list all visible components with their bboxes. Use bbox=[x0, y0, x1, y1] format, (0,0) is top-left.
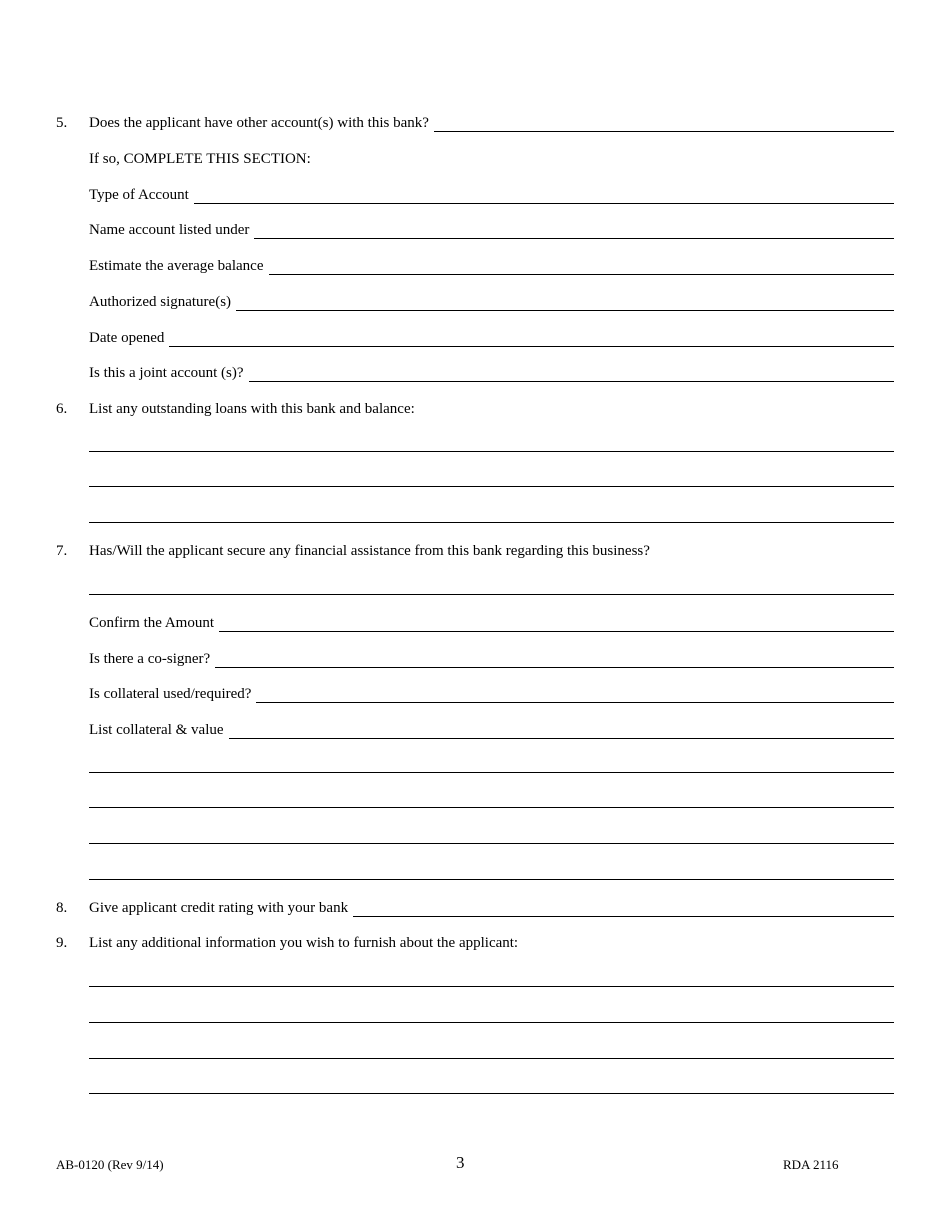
collateral-answer-line-3[interactable] bbox=[89, 843, 894, 844]
collateral-value-field bbox=[89, 720, 894, 740]
confirm-amount-label: Confirm the Amount bbox=[89, 615, 214, 631]
q5-question-field bbox=[89, 113, 894, 133]
date-opened-row bbox=[0, 328, 950, 348]
q8-row bbox=[0, 898, 950, 918]
collateral-answer-line-4[interactable] bbox=[89, 879, 894, 880]
page-number: 3 bbox=[456, 1153, 465, 1172]
type-of-account-line[interactable] bbox=[194, 189, 894, 204]
authorized-signatures-row bbox=[0, 292, 950, 312]
collateral-answer-line-1[interactable] bbox=[89, 772, 894, 773]
q7-row bbox=[0, 541, 950, 561]
q6-answer-line-3[interactable] bbox=[89, 522, 894, 523]
q6-row bbox=[0, 399, 950, 419]
q9-row bbox=[0, 933, 950, 953]
date-opened-line[interactable] bbox=[169, 332, 894, 347]
co-signer-field bbox=[89, 649, 894, 669]
name-listed-under-label: Name account listed under bbox=[89, 222, 250, 238]
collateral-required-line[interactable] bbox=[256, 688, 894, 703]
authorized-signatures-field bbox=[89, 292, 894, 312]
average-balance-field bbox=[89, 256, 894, 276]
q7-number: 7. bbox=[56, 543, 68, 559]
type-of-account-label: Type of Account bbox=[89, 187, 189, 203]
q5-instruction-row bbox=[0, 149, 950, 169]
q5-row bbox=[0, 113, 950, 133]
co-signer-label: Is there a co-signer? bbox=[89, 651, 211, 667]
confirm-amount-field bbox=[89, 613, 894, 633]
q8-question-field bbox=[89, 898, 894, 918]
collateral-value-line[interactable] bbox=[229, 724, 894, 739]
average-balance-line[interactable] bbox=[269, 260, 895, 275]
joint-account-field bbox=[89, 363, 894, 383]
collateral-answer-line-2[interactable] bbox=[89, 807, 894, 808]
q6-answer-line-1[interactable] bbox=[89, 451, 894, 452]
collateral-value-row bbox=[0, 720, 950, 740]
average-balance-row bbox=[0, 256, 950, 276]
q9-answer-line-3[interactable] bbox=[89, 1058, 894, 1059]
q9-answer-line-4[interactable] bbox=[89, 1093, 894, 1094]
q9-number: 9. bbox=[56, 935, 68, 951]
joint-account-line[interactable] bbox=[249, 367, 894, 382]
q9-answer-line-2[interactable] bbox=[89, 1022, 894, 1023]
q8-answer-line[interactable] bbox=[353, 902, 894, 917]
q5-question-label: Does the applicant have other account(s) with this bank? bbox=[89, 115, 429, 131]
collateral-required-field bbox=[89, 684, 894, 704]
date-opened-label: Date opened bbox=[89, 330, 165, 346]
form-code: RDA 2116 bbox=[783, 1157, 839, 1172]
q9-answer-line-1[interactable] bbox=[89, 986, 894, 987]
collateral-required-row bbox=[0, 684, 950, 704]
type-of-account-field bbox=[89, 185, 894, 205]
joint-account-row bbox=[0, 363, 950, 383]
q8-number: 8. bbox=[56, 900, 68, 916]
q5-answer-line[interactable] bbox=[434, 117, 894, 132]
q6-answer-line-2[interactable] bbox=[89, 486, 894, 487]
name-listed-under-line[interactable] bbox=[254, 224, 894, 239]
q5-instruction: If so, COMPLETE THIS SECTION: bbox=[89, 151, 311, 167]
date-opened-field bbox=[89, 328, 894, 348]
co-signer-line[interactable] bbox=[215, 653, 894, 668]
authorized-signatures-label: Authorized signature(s) bbox=[89, 294, 232, 310]
confirm-amount-line[interactable] bbox=[219, 617, 894, 632]
confirm-amount-row bbox=[0, 613, 950, 633]
q9-question-label: List any additional information you wish to furnish about the applicant: bbox=[89, 935, 519, 951]
name-listed-under-field bbox=[89, 220, 894, 240]
collateral-value-label: List collateral & value bbox=[89, 722, 224, 738]
authorized-signatures-line[interactable] bbox=[236, 296, 894, 311]
q6-number: 6. bbox=[56, 401, 68, 417]
q6-question-label: List any outstanding loans with this bank and balance: bbox=[89, 401, 415, 417]
name-listed-under-row bbox=[0, 220, 950, 240]
collateral-required-label: Is collateral used/required? bbox=[89, 686, 252, 702]
q5-number: 5. bbox=[56, 115, 68, 131]
form-id: AB-0120 (Rev 9/14) bbox=[56, 1157, 164, 1172]
q8-question-label: Give applicant credit rating with your bank bbox=[89, 900, 349, 916]
q7-question-label: Has/Will the applicant secure any financial assistance from this bank regarding this business? bbox=[89, 543, 650, 559]
type-of-account-row bbox=[0, 185, 950, 205]
joint-account-label: Is this a joint account (s)? bbox=[89, 365, 244, 381]
average-balance-label: Estimate the average balance bbox=[89, 258, 264, 274]
co-signer-row bbox=[0, 649, 950, 669]
q7-answer-line[interactable] bbox=[89, 594, 894, 595]
